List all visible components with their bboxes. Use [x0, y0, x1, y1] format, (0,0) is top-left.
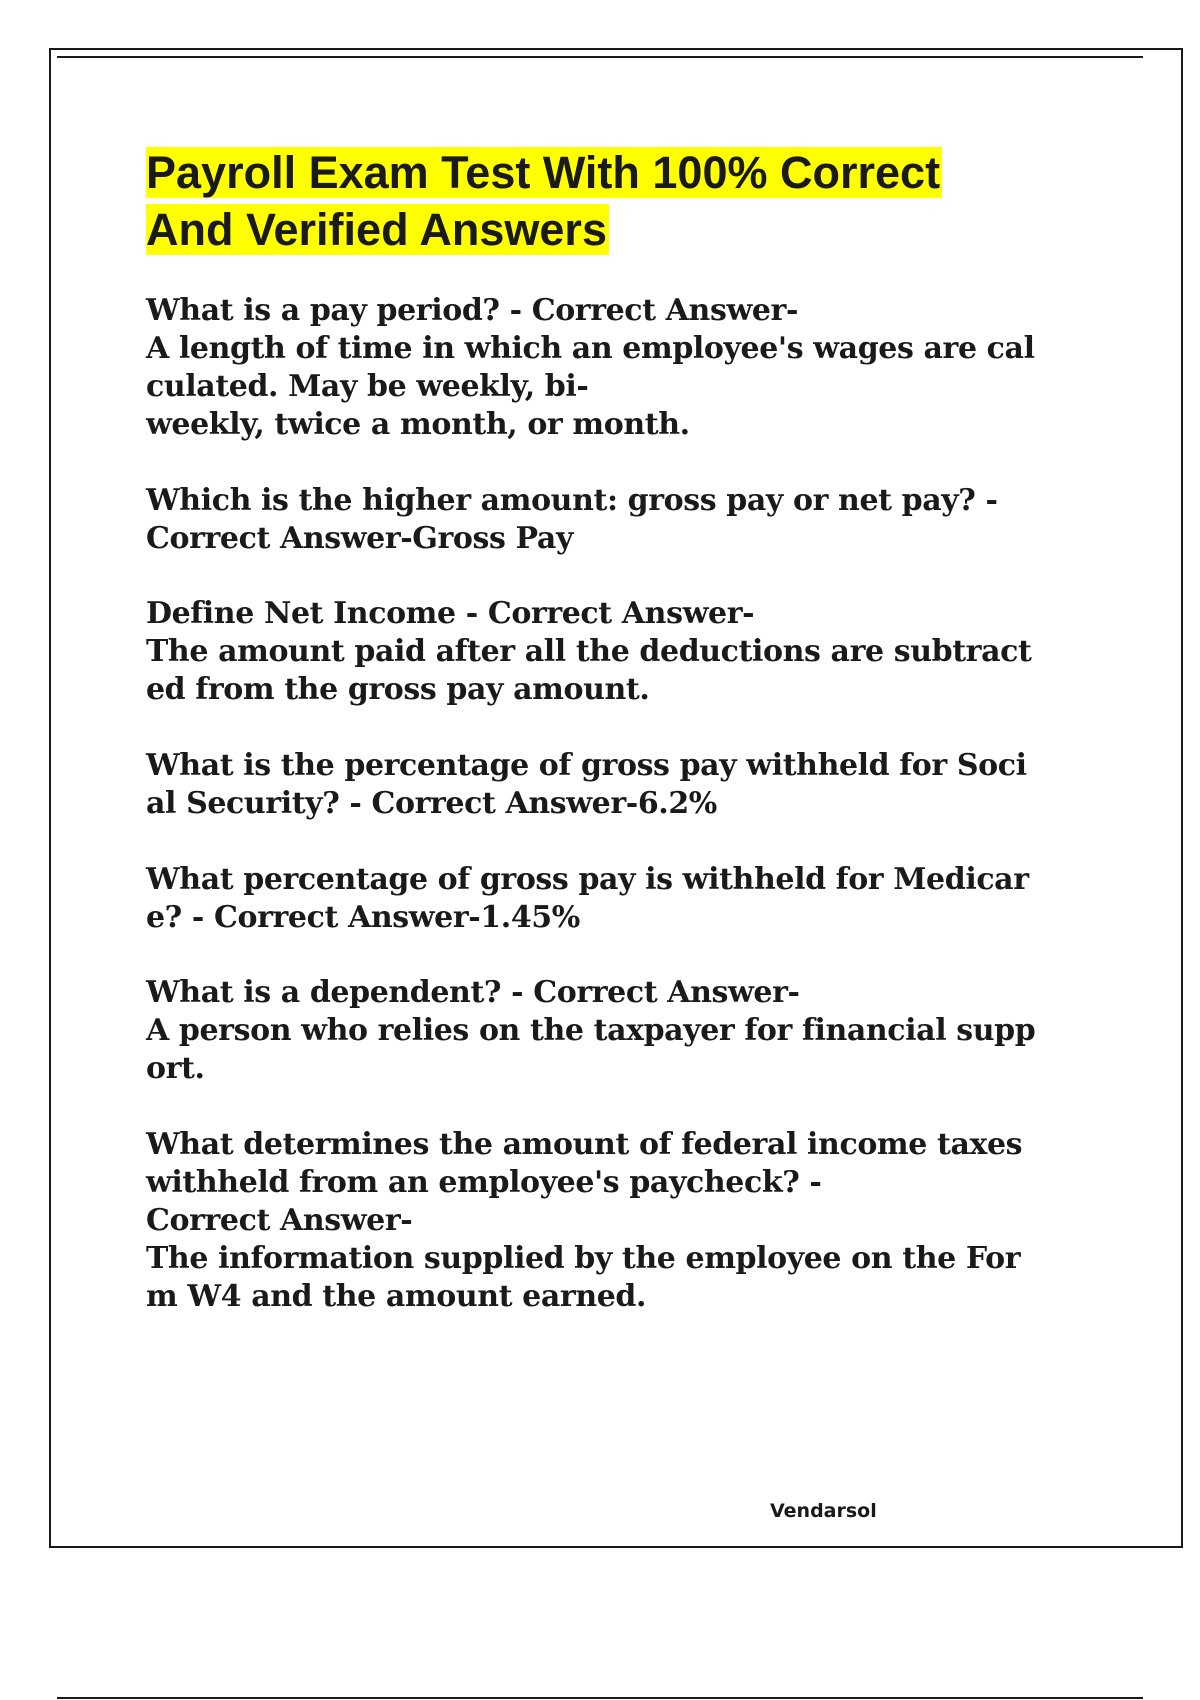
qa-item-gross-vs-net: Which is the higher amount: gross pay or net pay? - Correct Answer-Gross Pay: [146, 483, 998, 556]
document-title: [146, 144, 1026, 258]
qa-item-social-security: What is the percentage of gross pay withheld for Soci al Security? - Correct Answer-6.2%: [146, 748, 1027, 821]
qa-item-dependent: What is a dependent? - Correct Answer- A person who relies on the taxpayer for financial supp ort.: [146, 975, 1036, 1086]
title-line-1: Payroll Exam Test With 100% Correct: [146, 147, 941, 198]
footer-brand: Vendarsol: [770, 1500, 877, 1522]
title-line-2: And Verified Answers: [146, 204, 607, 255]
qa-item-medicare: What percentage of gross pay is withheld for Medicar e? - Correct Answer-1.45%: [146, 862, 1029, 935]
qa-item-net-income: Define Net Income - Correct Answer- The amount paid after all the deductions are subtract ed from the gross pay amount.: [146, 596, 1032, 707]
qa-item-federal-withholding: What determines the amount of federal income taxes withheld from an employee's paycheck? - Correct Answer- The information supplied by the employee on the For m W4 and the amount earned.: [146, 1127, 1023, 1314]
bottom-rule: [57, 1697, 1143, 1699]
qa-item-pay-period: What is a pay period? - Correct Answer- A length of time in which an employee's wages are cal culated. May be weekly, bi- weekly, twice a month, or month.: [146, 293, 1035, 442]
